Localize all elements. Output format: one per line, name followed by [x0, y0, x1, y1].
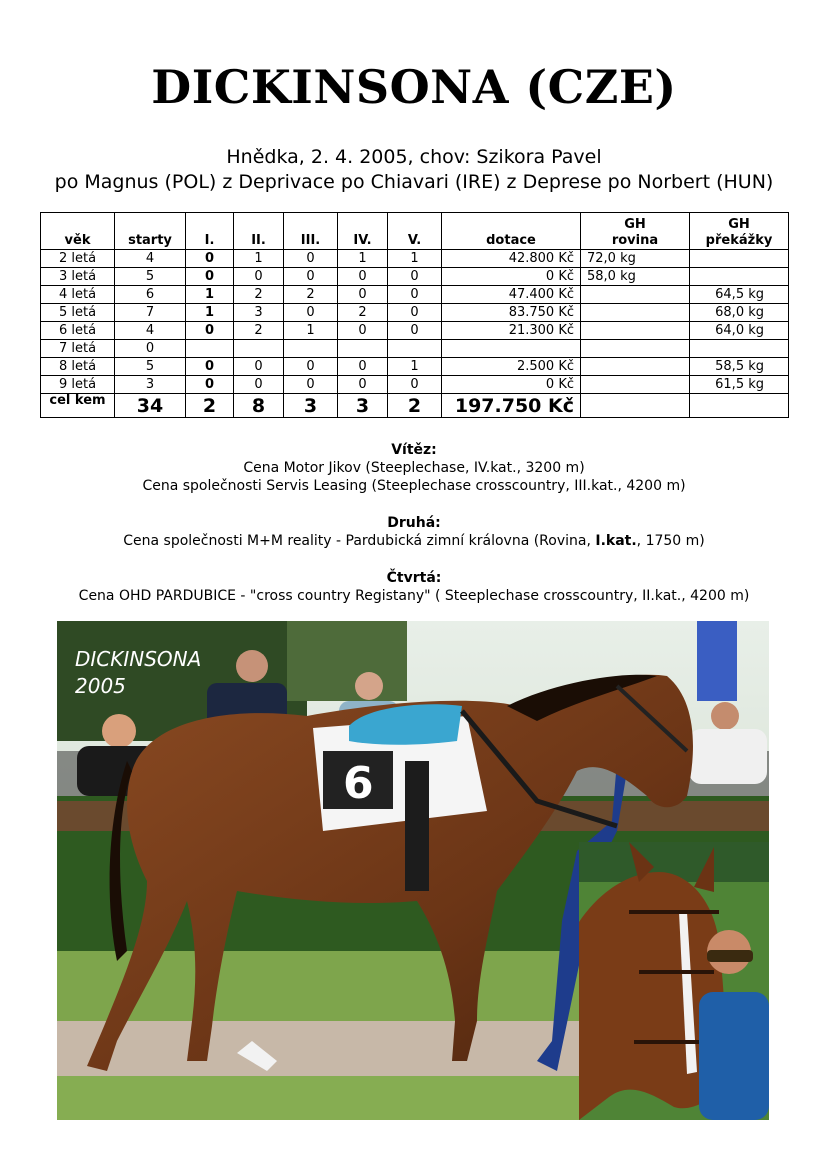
cell-second: 1	[234, 250, 284, 268]
cell-third: 3	[284, 394, 338, 418]
career-stats-table	[40, 212, 789, 418]
table-row	[41, 376, 789, 394]
table-row	[41, 250, 789, 268]
cell-second: 0	[234, 268, 284, 286]
cell-gh-jumps	[690, 250, 789, 268]
cell-fifth	[388, 340, 442, 358]
cell-gh-flat	[581, 322, 690, 340]
cell-third: 2	[284, 286, 338, 304]
table-total-row	[41, 394, 789, 418]
cell-age: 4 letá	[41, 286, 115, 304]
table-row	[41, 322, 789, 340]
cell-fourth: 0	[338, 268, 388, 286]
cell-prize: 0 Kč	[442, 268, 581, 286]
cell-second: 3	[234, 304, 284, 322]
cell-fourth: 0	[338, 322, 388, 340]
col-fifth: V.	[388, 213, 442, 250]
cell-second: 2	[234, 322, 284, 340]
cell-age: 6 letá	[41, 322, 115, 340]
cell-prize: 0 Kč	[442, 376, 581, 394]
cell-third: 0	[284, 268, 338, 286]
cell-fifth: 0	[388, 322, 442, 340]
cell-gh-jumps: 64,0 kg	[690, 322, 789, 340]
cell-gh-flat	[581, 304, 690, 322]
cell-first: 1	[186, 304, 234, 322]
cell-gh-flat: 58,0 kg	[581, 268, 690, 286]
cell-second	[234, 340, 284, 358]
winner-section	[0, 441, 828, 495]
winner-race-1: Cena Motor Jikov (Steeplechase, IV.kat., 3200 m)	[243, 460, 585, 476]
cell-prize: 47.400 Kč	[442, 286, 581, 304]
cell-first	[186, 340, 234, 358]
cell-second: 8	[234, 394, 284, 418]
col-age: věk	[41, 213, 115, 250]
horse-pedigree: po Magnus (POL) z Deprivace po Chiavari (IRE) z Deprese po Norbert (HUN)	[54, 171, 774, 193]
cell-starts: 4	[115, 322, 186, 340]
col-gh-flat: GH rovina	[581, 213, 690, 250]
cell-starts: 4	[115, 250, 186, 268]
cell-first: 1	[186, 286, 234, 304]
cell-first: 0	[186, 268, 234, 286]
cell-fourth: 1	[338, 250, 388, 268]
fourth-heading: Čtvrtá:	[386, 570, 442, 586]
col-second: II.	[234, 213, 284, 250]
col-fourth: IV.	[338, 213, 388, 250]
table-row	[41, 268, 789, 286]
cell-fourth: 0	[338, 358, 388, 376]
cell-gh-flat	[581, 358, 690, 376]
cell-third	[284, 340, 338, 358]
cell-fifth: 1	[388, 250, 442, 268]
winner-heading: Vítěz:	[391, 442, 437, 458]
cell-third: 0	[284, 376, 338, 394]
horse-head-inset-photo	[579, 842, 769, 1120]
horse-title: DICKINSONA (CZE)	[151, 60, 677, 114]
cell-age: cel kem	[41, 394, 115, 418]
cell-gh-jumps: 64,5 kg	[690, 286, 789, 304]
cell-starts: 5	[115, 268, 186, 286]
second-race-distance: , 1750 m)	[636, 533, 705, 549]
cell-prize: 197.750 Kč	[442, 394, 581, 418]
cell-prize: 2.500 Kč	[442, 358, 581, 376]
fourth-race: Cena OHD PARDUBICE - "cross country Registany" ( Steeplechase crosscountry, II.kat., 4200 m)	[78, 588, 750, 604]
cell-prize: 42.800 Kč	[442, 250, 581, 268]
cell-starts: 6	[115, 286, 186, 304]
cell-second: 0	[234, 376, 284, 394]
saddle-cloth-number: 6	[343, 758, 374, 809]
cell-gh-jumps: 68,0 kg	[690, 304, 789, 322]
cell-fourth: 3	[338, 394, 388, 418]
cell-fourth: 0	[338, 286, 388, 304]
cell-gh-flat: 72,0 kg	[581, 250, 690, 268]
table-row	[41, 340, 789, 358]
cell-fourth	[338, 340, 388, 358]
cell-gh-flat	[581, 286, 690, 304]
cell-gh-jumps: 58,5 kg	[690, 358, 789, 376]
cell-first: 0	[186, 376, 234, 394]
cell-starts: 7	[115, 304, 186, 322]
winner-race-2: Cena společnosti Servis Leasing (Steeplechase crosscountry, III.kat., 4200 m)	[142, 478, 686, 494]
cell-gh-flat	[581, 340, 690, 358]
cell-starts: 0	[115, 340, 186, 358]
cell-starts: 34	[115, 394, 186, 418]
cell-first: 2	[186, 394, 234, 418]
cell-age: 9 letá	[41, 376, 115, 394]
cell-prize	[442, 340, 581, 358]
table-row	[41, 358, 789, 376]
cell-fifth: 0	[388, 286, 442, 304]
cell-first: 0	[186, 358, 234, 376]
cell-gh-jumps: 61,5 kg	[690, 376, 789, 394]
cell-fifth: 1	[388, 358, 442, 376]
cell-second: 0	[234, 358, 284, 376]
cell-third: 0	[284, 250, 338, 268]
photo-caption-year: 2005	[75, 674, 126, 698]
cell-prize: 83.750 Kč	[442, 304, 581, 322]
cell-fifth: 0	[388, 304, 442, 322]
cell-gh-jumps	[690, 340, 789, 358]
fourth-section	[0, 569, 828, 605]
table-header-row	[41, 213, 789, 250]
cell-gh-flat	[581, 376, 690, 394]
cell-prize: 21.300 Kč	[442, 322, 581, 340]
cell-fourth: 2	[338, 304, 388, 322]
cell-starts: 3	[115, 376, 186, 394]
photo-caption-name: DICKINSONA	[75, 647, 202, 671]
cell-gh-flat	[581, 394, 690, 418]
cell-gh-jumps	[690, 394, 789, 418]
cell-first: 0	[186, 250, 234, 268]
cell-third: 1	[284, 322, 338, 340]
table-row	[41, 304, 789, 322]
second-race-text: Cena společnosti M+M reality - Pardubická zimní královna (Rovina,	[123, 533, 596, 549]
cell-fifth: 0	[388, 376, 442, 394]
horse-head-illustration	[579, 842, 769, 1120]
horse-description: Hnědka, 2. 4. 2005, chov: Szikora Pavel	[226, 146, 602, 168]
cell-fifth: 0	[388, 268, 442, 286]
cell-third: 0	[284, 304, 338, 322]
cell-first: 0	[186, 322, 234, 340]
cell-age: 5 letá	[41, 304, 115, 322]
cell-second: 2	[234, 286, 284, 304]
second-race	[0, 532, 828, 550]
second-section	[0, 514, 828, 550]
cell-age: 8 letá	[41, 358, 115, 376]
col-prize: dotace	[442, 213, 581, 250]
cell-age: 3 letá	[41, 268, 115, 286]
cell-age: 7 letá	[41, 340, 115, 358]
cell-age: 2 letá	[41, 250, 115, 268]
second-race-category: I.kat.	[595, 533, 637, 549]
second-heading: Druhá:	[387, 515, 441, 531]
cell-gh-jumps	[690, 268, 789, 286]
cell-fourth: 0	[338, 376, 388, 394]
col-first: I.	[186, 213, 234, 250]
cell-third: 0	[284, 358, 338, 376]
col-third: III.	[284, 213, 338, 250]
cell-starts: 5	[115, 358, 186, 376]
cell-fifth: 2	[388, 394, 442, 418]
col-starts: starty	[115, 213, 186, 250]
col-gh-jumps: GH překážky	[690, 213, 789, 250]
table-row	[41, 286, 789, 304]
